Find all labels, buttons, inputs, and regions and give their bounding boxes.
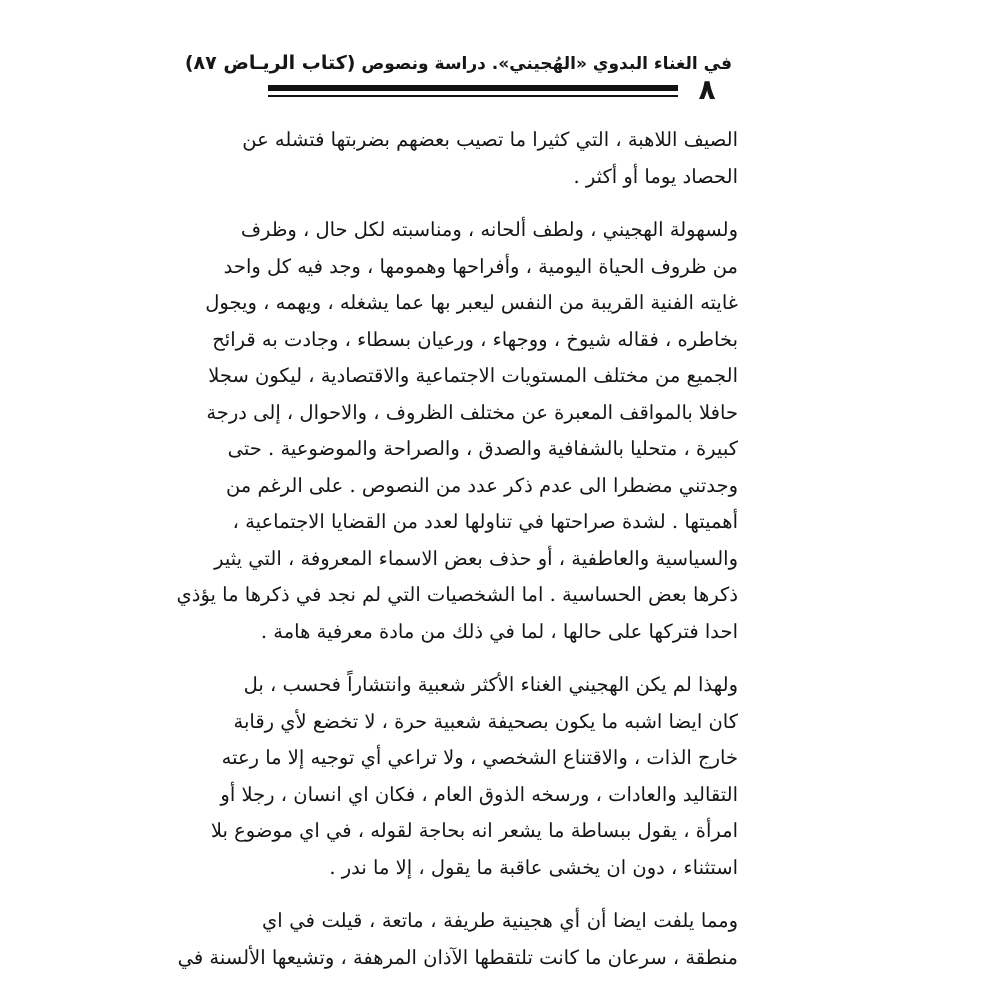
text-line: استثناء ، دون ان يخشى عاقبة ما يقول ، إلا ما ندر . [329,855,738,879]
text-line: حافلا بالمواقف المعبرة عن مختلف الظروف ، والاحوال ، إلى درجة [206,400,738,424]
page-number: ٨ [698,73,716,106]
text-line: من ظروف الحياة اليومية ، وأفراحها وهمومها ، وجد فيه كل واحد [223,254,738,278]
text-line: ولسهولة الهجيني ، ولطف ألحانه ، ومناسبته لكل حال ، وظرف [240,218,738,241]
text-line: والسياسية والعاطفية ، أو حذف بعض الاسماء المعروفة ، التي يثير [214,546,738,570]
text-line: ذكرها بعض الحساسية . اما الشخصيات التي لم نجد في ذكرها ما يؤذي [176,583,738,606]
text-line: غايته الفنية القريبة من النفس ليعبر بها عما يشغله ، ويهمه ، ويجول [205,291,738,314]
body-text [176,122,738,976]
text-line: الجميع من مختلف المستويات الاجتماعية والاقتصادية ، ليكون سجلا [208,364,738,387]
text-line: كبيرة ، متحليا بالشفافية والصدق ، والصراحة والموضوعية . حتى [227,437,738,460]
paragraph-2 [176,212,738,650]
text-line: التقاليد والعادات ، ورسخه الذوق العام ، فكان اي انسان ، رجلا أو [220,782,738,806]
text-line: بخاطره ، فقاله شيوخ ، ووجهاء ، ورعيان بسطاء ، وجادت به قرائح [212,327,738,351]
text-line: ولهذا لم يكن الهجيني الغناء الأكثر شعبية وانتشاراً فحسب ، بل [243,673,738,696]
header-title: في الغناء البدوي «الهُجيني». دراسة ونصوص [361,54,732,74]
text-line: الصيف اللاهبة ، التي كثيرا ما تصيب بعضهم بضربتها فتشله عن [242,128,738,151]
text-line: امرأة ، يقول ببساطة ما يشعر انه بحاجة لقوله ، في اي موضوع بلا [210,819,738,842]
text-line: الحصاد يوما أو أكثر . [573,164,738,188]
text-line: خارج الذات ، والاقتناع الشخصي ، ولا تراعي أي توجيه إلا ما رعته [221,746,738,769]
text-line: احدا فتركها على حالها ، لما في ذلك من مادة معرفية هامة . [260,619,738,643]
text-line: ومما يلفت ايضا أن أي هجينية طريفة ، ماتعة ، قيلت في اي [262,909,738,932]
header-rule-thick [268,85,678,91]
paragraph-1 [242,122,738,195]
running-header [184,52,732,74]
text-line: منطقة ، سرعان ما كانت تلتقطها الآذان المرهفة ، وتشيعها الألسنة في [177,945,738,969]
text-line: وجدتني مضطرا الى عدم ذكر عدد من النصوص . على الرغم من [225,473,738,497]
paragraph-3 [210,667,738,886]
paragraph-4 [177,903,738,976]
text-line: أهميتها . لشدة صراحتها في تناولها لعدد من القضايا الاجتماعية ، [232,510,738,533]
header-series: (كتاب الريـاض ٨٧) [184,52,356,74]
text-line: كان ايضا اشبه ما يكون بصحيفة شعبية حرة ، لا تخضع لأي رقابة [233,709,738,733]
header-rule-thin [268,95,678,97]
